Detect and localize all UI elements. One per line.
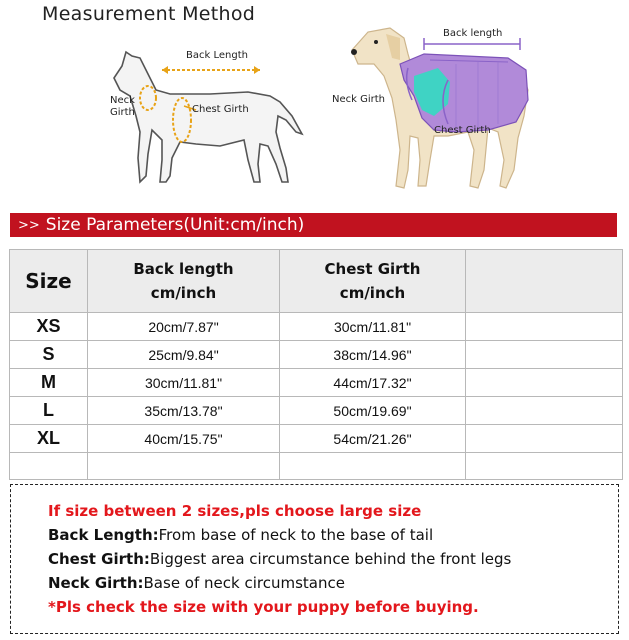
table-header-row	[10, 250, 623, 313]
back-length-header-line1: Back length	[133, 260, 234, 278]
size-parameters-banner	[10, 213, 617, 237]
chest-girth-cell: 38cm/14.96"	[280, 341, 466, 369]
chest-girth-note	[48, 547, 618, 571]
table-row	[10, 313, 623, 341]
table-row	[10, 397, 623, 425]
table-row	[10, 369, 623, 397]
back-length-cell: 40cm/15.75"	[88, 425, 280, 453]
neck-girth-note	[48, 571, 618, 595]
chest-girth-cell: 50cm/19.69"	[280, 397, 466, 425]
back-length-note	[48, 523, 618, 547]
empty-cell	[466, 369, 623, 397]
chest-girth-label-right: Chest Girth	[434, 125, 491, 136]
empty-cell	[466, 453, 623, 480]
chest-girth-note-label: Chest Girth:	[48, 550, 150, 568]
neck-girth-note-text: Base of neck circumstance	[143, 574, 345, 592]
sizing-notes-box	[10, 484, 619, 634]
neck-girth-note-label: Neck Girth:	[48, 574, 144, 592]
table-row	[10, 341, 623, 369]
chest-girth-cell: 54cm/21.26"	[280, 425, 466, 453]
back-length-cell: 20cm/7.87"	[88, 313, 280, 341]
chest-girth-header-line2: cm/inch	[339, 284, 406, 302]
neck-girth-label: Neck Girth	[110, 95, 135, 118]
size-cell: XS	[10, 313, 88, 341]
banner-text: Size Parameters(Unit:cm/inch)	[45, 215, 305, 235]
back-length-note-label: Back Length:	[48, 526, 159, 544]
size-advice-note: If size between 2 sizes,pls choose large size	[48, 502, 422, 520]
back-length-header	[88, 250, 280, 313]
size-header: Size	[10, 250, 88, 313]
size-table	[9, 249, 623, 480]
size-cell: M	[10, 369, 88, 397]
back-length-cell: 30cm/11.81"	[88, 369, 280, 397]
chest-girth-header-line1: Chest Girth	[324, 260, 421, 278]
back-length-label: Back Length	[186, 50, 248, 61]
empty-cell	[88, 453, 280, 480]
page-title: Measurement Method	[42, 3, 256, 25]
empty-cell	[466, 397, 623, 425]
empty-cell	[466, 425, 623, 453]
double-chevron-icon: >>	[18, 218, 40, 233]
back-length-cell: 25cm/9.84"	[88, 341, 280, 369]
back-length-label-right: Back length	[443, 28, 503, 39]
empty-cell	[280, 453, 466, 480]
chest-girth-header	[280, 250, 466, 313]
empty-cell	[10, 453, 88, 480]
empty-cell	[466, 341, 623, 369]
chest-girth-note-text: Biggest area circumstance behind the front legs	[149, 550, 512, 568]
back-length-header-line2: cm/inch	[150, 284, 217, 302]
empty-header	[466, 250, 623, 313]
size-check-warning: *Pls check the size with your puppy before buying.	[48, 598, 479, 616]
size-cell: L	[10, 397, 88, 425]
back-length-cell: 35cm/13.78"	[88, 397, 280, 425]
table-row-empty	[10, 453, 623, 480]
chest-girth-label: Chest Girth	[192, 104, 249, 115]
chest-girth-cell: 44cm/17.32"	[280, 369, 466, 397]
neck-girth-label-right: Neck Girth	[332, 94, 385, 105]
empty-cell	[466, 313, 623, 341]
size-cell: XL	[10, 425, 88, 453]
table-row	[10, 425, 623, 453]
dog-with-coat-photo	[338, 20, 538, 192]
size-cell: S	[10, 341, 88, 369]
chest-girth-cell: 30cm/11.81"	[280, 313, 466, 341]
back-length-note-text: From base of neck to the base of tail	[158, 526, 434, 544]
